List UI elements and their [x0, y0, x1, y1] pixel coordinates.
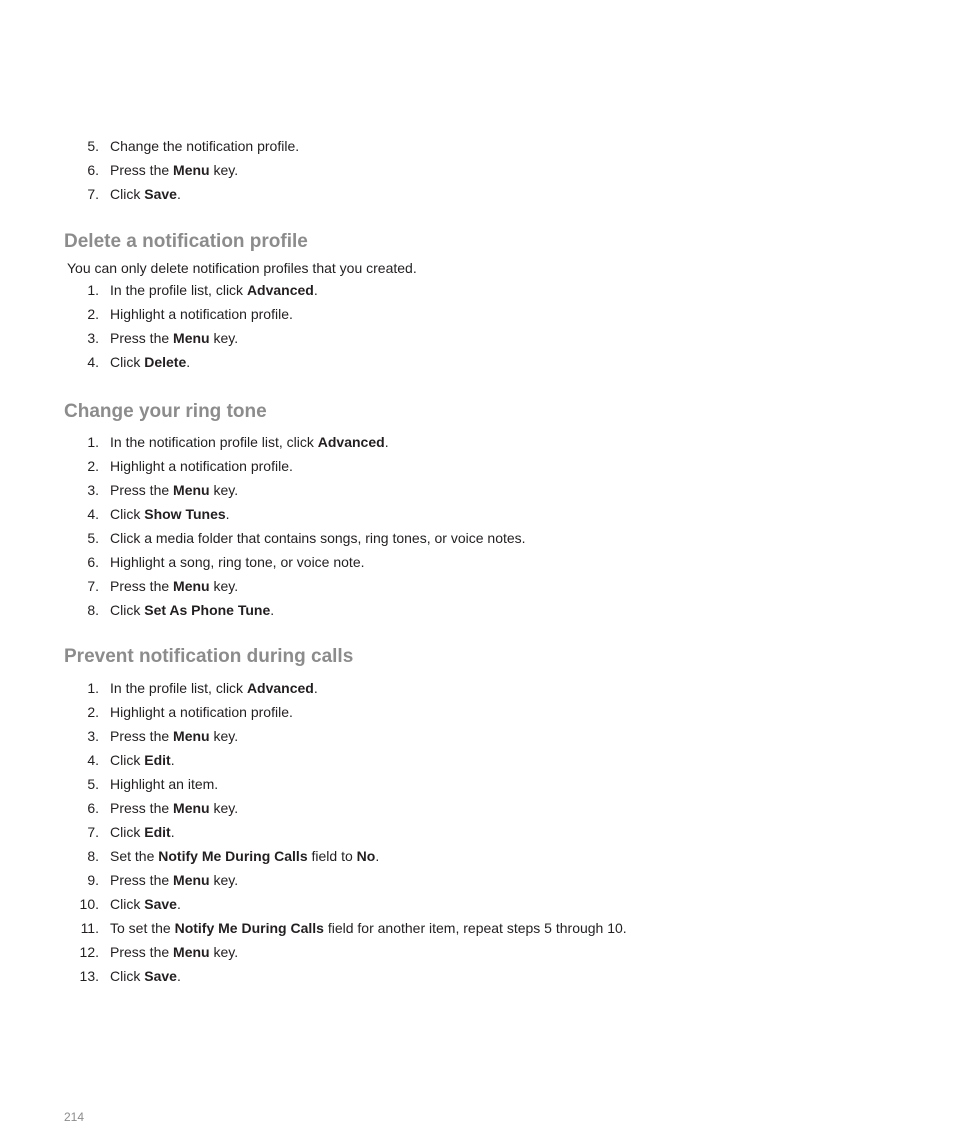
list-item	[64, 700, 884, 724]
step-text-bold: Menu	[173, 482, 210, 498]
step-text-bold: Menu	[173, 578, 210, 594]
step-text: Highlight a notification profile.	[110, 306, 293, 322]
step-text-bold: Show Tunes	[144, 506, 226, 522]
step-text-bold: Advanced	[246, 680, 314, 696]
list-item	[64, 796, 884, 820]
step-text: Click	[110, 354, 145, 370]
step-text: key.	[209, 800, 239, 816]
step-number: 7.	[87, 578, 99, 594]
list-item	[64, 326, 884, 350]
list-item	[64, 940, 884, 964]
list-item	[64, 772, 884, 796]
step-text: .	[170, 752, 175, 768]
list-item	[64, 598, 884, 622]
step-number: 7.	[87, 824, 99, 840]
step-text: Highlight an item.	[110, 776, 219, 792]
list-item	[64, 892, 884, 916]
section-heading: Prevent notification during calls	[64, 646, 354, 667]
step-number: 9.	[87, 872, 99, 888]
step-text-bold: Save	[144, 968, 177, 984]
step-number: 5.	[87, 530, 99, 546]
step-text: key.	[209, 162, 239, 178]
step-number: 6.	[87, 554, 99, 570]
step-text: .	[176, 186, 181, 202]
step-number: 2.	[87, 704, 99, 720]
step-text: Click	[110, 752, 145, 768]
list-item	[64, 748, 884, 772]
step-number: 2.	[87, 306, 99, 322]
step-number: 6.	[87, 800, 99, 816]
step-text: Click	[110, 186, 145, 202]
step-number: 12.	[79, 944, 99, 960]
step-text: In the profile list, click	[110, 680, 247, 696]
continued-steps-list	[64, 134, 884, 206]
step-text: .	[270, 602, 275, 618]
list-item	[64, 302, 884, 326]
step-text-bold: Edit	[144, 752, 171, 768]
list-item	[64, 182, 884, 206]
list-item	[64, 526, 884, 550]
step-text: Press the	[110, 330, 174, 346]
step-text-bold: Save	[144, 186, 177, 202]
step-text: .	[313, 282, 318, 298]
step-number: 4.	[87, 354, 99, 370]
step-text: To set the	[110, 920, 175, 936]
section-heading: Change your ring tone	[64, 401, 267, 422]
step-text-bold: Advanced	[246, 282, 314, 298]
step-number: 7.	[87, 186, 99, 202]
step-text: Press the	[110, 872, 174, 888]
step-text-bold: Advanced	[317, 434, 385, 450]
step-text-bold: Menu	[173, 872, 210, 888]
step-text: .	[384, 434, 389, 450]
step-text: Press the	[110, 728, 174, 744]
step-number: 4.	[87, 752, 99, 768]
step-text-bold: Notify Me During Calls	[158, 848, 308, 864]
step-text: key.	[209, 872, 239, 888]
delete-profile-steps-list	[64, 278, 884, 374]
step-text: .	[225, 506, 230, 522]
section-delete-notification-profile	[64, 230, 884, 374]
step-text: Press the	[110, 482, 174, 498]
step-text: Press the	[110, 162, 174, 178]
step-text: key.	[209, 482, 239, 498]
list-item	[64, 724, 884, 748]
step-text: .	[186, 354, 191, 370]
step-number: 10.	[79, 896, 99, 912]
step-number: 5.	[87, 138, 99, 154]
section-intro: You can only delete notification profiles that you created.	[67, 260, 417, 276]
step-text: key.	[209, 944, 239, 960]
step-text: Click a media folder that contains songs, ring tones, or voice notes.	[110, 530, 526, 546]
list-item	[64, 964, 884, 988]
step-text: key.	[209, 330, 239, 346]
list-item	[64, 454, 884, 478]
list-item	[64, 278, 884, 302]
step-number: 5.	[87, 776, 99, 792]
step-text: Change the notification profile.	[110, 138, 300, 154]
step-text: Highlight a notification profile.	[110, 704, 293, 720]
step-number: 3.	[87, 330, 99, 346]
step-text-bold: Set As Phone Tune	[144, 602, 271, 618]
step-text: In the profile list, click	[110, 282, 247, 298]
step-text: Press the	[110, 944, 174, 960]
step-text: Click	[110, 968, 145, 984]
step-text-bold: Save	[144, 896, 177, 912]
step-text: Press the	[110, 800, 174, 816]
step-number: 1.	[87, 680, 99, 696]
list-item	[64, 820, 884, 844]
continued-steps-block	[64, 134, 884, 206]
step-text: Highlight a notification profile.	[110, 458, 293, 474]
step-text: field for another item, repeat steps 5 through 10.	[323, 920, 627, 936]
step-text: .	[176, 968, 181, 984]
section-change-ring-tone	[64, 400, 884, 622]
step-text: Click	[110, 602, 145, 618]
step-text-bold: Edit	[144, 824, 171, 840]
list-item	[64, 844, 884, 868]
step-text-bold: Delete	[144, 354, 187, 370]
step-text-bold: Menu	[173, 330, 210, 346]
step-number: 3.	[87, 728, 99, 744]
list-item	[64, 574, 884, 598]
step-text: .	[375, 848, 380, 864]
step-number: 4.	[87, 506, 99, 522]
step-number: 3.	[87, 482, 99, 498]
step-text: key.	[209, 728, 239, 744]
step-number: 11.	[80, 920, 99, 936]
list-item	[64, 502, 884, 526]
step-number: 6.	[87, 162, 99, 178]
step-text: field to	[307, 848, 357, 864]
step-text: Set the	[110, 848, 159, 864]
list-item	[64, 158, 884, 182]
list-item	[64, 916, 884, 940]
step-text: Highlight a song, ring tone, or voice note.	[110, 554, 365, 570]
step-text: Click	[110, 896, 145, 912]
step-number: 2.	[87, 458, 99, 474]
ring-tone-steps-list	[64, 430, 884, 622]
page-number: 214	[64, 1110, 85, 1124]
step-text-bold: Menu	[173, 162, 210, 178]
step-number: 8.	[87, 602, 99, 618]
prevent-notification-steps-list	[64, 676, 884, 988]
step-text-bold: Menu	[173, 800, 210, 816]
step-text: Press the	[110, 578, 174, 594]
list-item	[64, 676, 884, 700]
step-text: .	[170, 824, 175, 840]
step-text-bold: Menu	[173, 728, 210, 744]
step-text: Click	[110, 824, 145, 840]
list-item	[64, 868, 884, 892]
step-text: In the notification profile list, click	[110, 434, 318, 450]
step-number: 8.	[87, 848, 99, 864]
step-text: .	[176, 896, 181, 912]
step-text: Click	[110, 506, 145, 522]
list-item	[64, 350, 884, 374]
step-number: 13.	[79, 968, 99, 984]
step-number: 1.	[87, 434, 99, 450]
step-number: 1.	[87, 282, 99, 298]
section-prevent-notification-during-calls	[64, 645, 884, 988]
step-text: key.	[209, 578, 239, 594]
step-text-bold: Menu	[173, 944, 210, 960]
step-text: .	[313, 680, 318, 696]
list-item	[64, 550, 884, 574]
list-item	[64, 430, 884, 454]
list-item	[64, 478, 884, 502]
step-text-bold: Notify Me During Calls	[174, 920, 324, 936]
section-heading: Delete a notification profile	[64, 231, 308, 252]
step-text-bold: No	[356, 848, 376, 864]
list-item	[64, 134, 884, 158]
